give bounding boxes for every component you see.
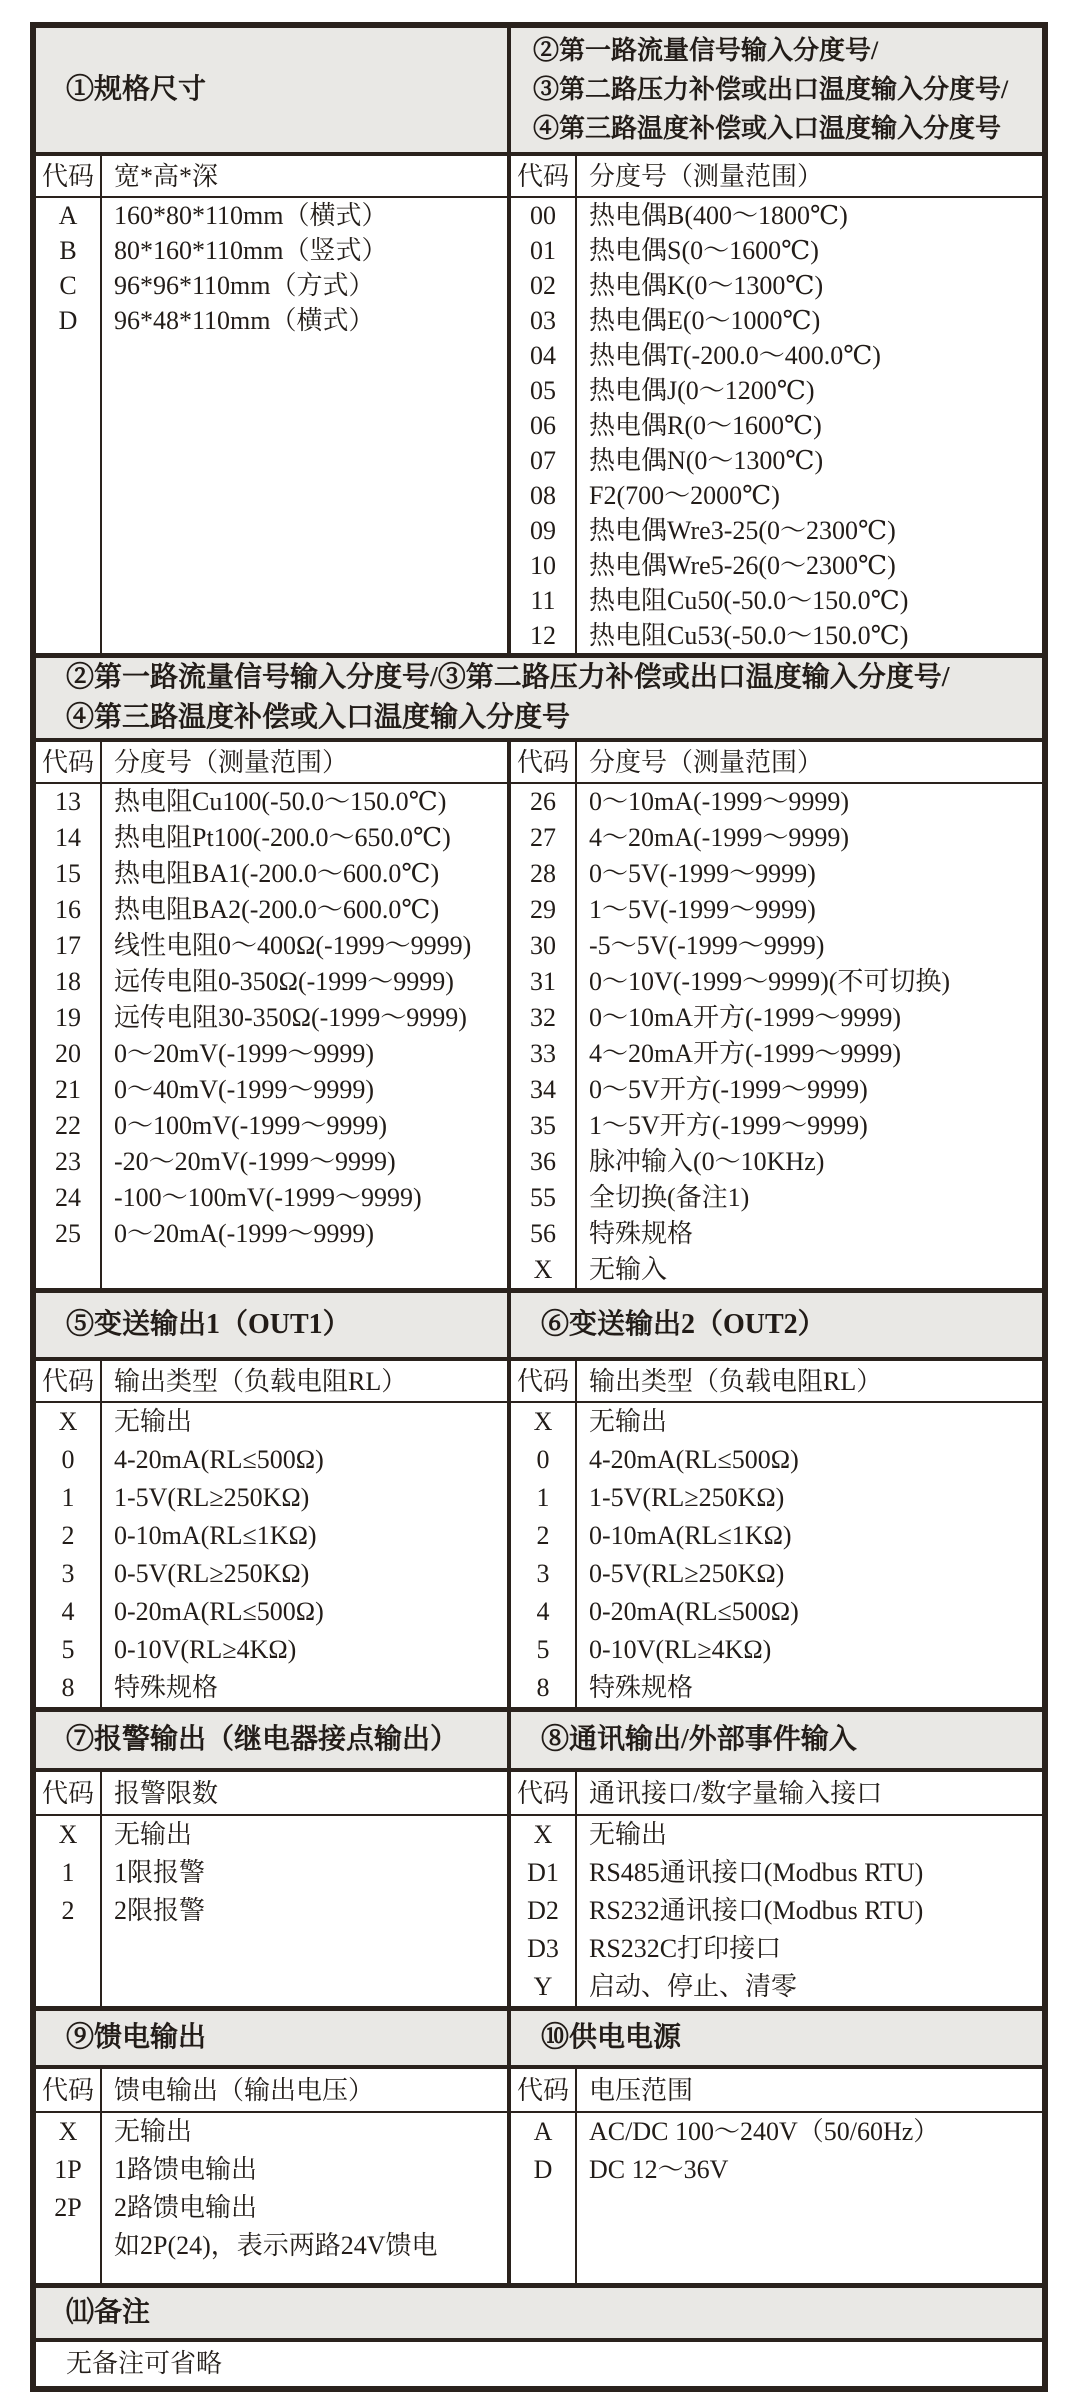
row-label: 热电阻Pt100(-200.0～650.0℃) <box>114 823 451 852</box>
row-label: 热电偶Wre3-25(0～2300℃) <box>589 516 896 545</box>
section5-header-row <box>36 2069 1042 2113</box>
row-code: X <box>533 1820 553 1849</box>
row-code: A <box>58 201 78 230</box>
row-code: X <box>58 1407 78 1436</box>
section-feed-and-power <box>36 2006 1042 2283</box>
row-code: 55 <box>530 1183 556 1212</box>
row-label: -5～5V(-1999～9999) <box>589 931 825 960</box>
code-column-header: 代码 <box>36 1361 102 1401</box>
row-label: 0～10mA(-1999～9999) <box>589 787 849 816</box>
row-code: 1 <box>536 1483 550 1512</box>
row-label: 热电阻BA1(-200.0～600.0℃) <box>114 859 440 888</box>
code-column-header: 代码 <box>36 1772 102 1814</box>
row-code: 27 <box>530 823 556 852</box>
comm-code-list <box>507 1816 1042 2006</box>
row-code: 13 <box>55 787 81 816</box>
row-code: 31 <box>530 967 556 996</box>
row-label: 热电偶B(400～1800℃) <box>589 201 848 230</box>
row-code: 26 <box>530 787 556 816</box>
input-code-list-b <box>36 784 507 1288</box>
row-code: 19 <box>55 1003 81 1032</box>
out1-title: ⑤变送输出1（OUT1） <box>36 1293 507 1357</box>
section3-header-row <box>36 1361 1042 1403</box>
row-code: 1 <box>61 1483 75 1512</box>
out2-title: ⑥变送输出2（OUT2） <box>507 1293 1042 1357</box>
size-column-header: 宽*高*深 <box>114 162 219 191</box>
row-label: RS485通讯接口(Modbus RTU) <box>589 1858 924 1887</box>
output-type-column-header: 输出类型（负载电阻RL） <box>114 1367 408 1396</box>
row-code: 03 <box>530 306 556 335</box>
row-label: 1-5V(RL≥250KΩ) <box>114 1483 310 1512</box>
section-remarks <box>36 2283 1042 2386</box>
row-code: 17 <box>55 931 81 960</box>
comm-interface-column-header: 通讯接口/数字量输入接口 <box>589 1779 883 1808</box>
row-code: D2 <box>527 1896 559 1925</box>
row-code: 3 <box>536 1559 550 1588</box>
row-label: 热电阻Cu53(-50.0～150.0℃) <box>589 621 909 650</box>
row-code: X <box>58 2117 78 2146</box>
row-label: 4～20mA开方(-1999～9999) <box>589 1039 901 1068</box>
row-code: 2P <box>54 2193 82 2222</box>
row-label: 远传电阻30-350Ω(-1999～9999) <box>114 1003 467 1032</box>
row-code: 22 <box>55 1111 81 1140</box>
row-code: 32 <box>530 1003 556 1032</box>
row-code: 1P <box>54 2155 82 2184</box>
row-label: 热电偶J(0～1200℃) <box>589 376 815 405</box>
row-code: 4 <box>536 1597 550 1626</box>
row-label: 特殊规格 <box>114 1673 219 1702</box>
section1-body <box>36 198 1042 653</box>
row-label: 0-20mA(RL≤500Ω) <box>114 1597 324 1626</box>
code-column-header: 代码 <box>511 1361 577 1401</box>
row-code: 2 <box>61 1896 75 1925</box>
row-label: 远传电阻0-350Ω(-1999～9999) <box>114 967 454 996</box>
row-label: 2路馈电输出 <box>114 2193 258 2222</box>
row-label: 热电偶K(0～1300℃) <box>589 271 824 300</box>
row-label: -20～20mV(-1999～9999) <box>114 1147 396 1176</box>
section-transmit-outputs <box>36 1288 1042 1707</box>
row-code: X <box>533 1255 553 1284</box>
row-code: 00 <box>530 201 556 230</box>
row-label: 4-20mA(RL≤500Ω) <box>589 1445 799 1474</box>
row-label: 0-5V(RL≥250KΩ) <box>589 1559 785 1588</box>
row-label: 全切换(备注1) <box>589 1183 750 1212</box>
row-label: 无输入 <box>589 1255 668 1284</box>
section3-title-band <box>36 1293 1042 1361</box>
graduation-column-header: 分度号（测量范围） <box>589 748 824 777</box>
input-title-line-1: ②第一路流量信号输入分度号/ <box>533 36 879 65</box>
row-label: 热电偶R(0～1600℃) <box>589 411 822 440</box>
row-label: 线性电阻0～400Ω(-1999～9999) <box>114 931 472 960</box>
row-label: 0-20mA(RL≤500Ω) <box>589 1597 799 1626</box>
row-label: 脉冲输入(0～10KHz) <box>589 1147 825 1176</box>
row-label: 1～5V(-1999～9999) <box>589 895 816 924</box>
row-code: 3 <box>61 1559 75 1588</box>
code-column-header: 代码 <box>36 742 102 782</box>
row-label: 热电阻BA2(-200.0～600.0℃) <box>114 895 440 924</box>
row-code: D3 <box>527 1934 559 1963</box>
comm-title: ⑧通讯输出/外部事件输入 <box>507 1712 1042 1768</box>
row-code: 11 <box>530 586 556 615</box>
row-label: 1～5V开方(-1999～9999) <box>589 1111 868 1140</box>
row-code: 0 <box>536 1445 550 1474</box>
section4-header-row <box>36 1772 1042 1816</box>
row-label: 热电阻Cu50(-50.0～150.0℃) <box>589 586 909 615</box>
row-code: 28 <box>530 859 556 888</box>
row-label: 80*160*110mm（竖式） <box>114 236 388 265</box>
row-code: B <box>59 236 77 265</box>
code-column-header: 代码 <box>511 156 577 196</box>
row-label: 1-5V(RL≥250KΩ) <box>589 1483 785 1512</box>
code-column-header: 代码 <box>511 1772 577 1814</box>
row-label: 0～5V(-1999～9999) <box>589 859 816 888</box>
row-label: 0-10V(RL≥4KΩ) <box>114 1635 297 1664</box>
out1-code-list <box>36 1403 507 1707</box>
alarm-title: ⑦报警输出（继电器接点输出） <box>36 1712 507 1768</box>
row-label: 160*80*110mm（横式） <box>114 201 388 230</box>
row-code: 10 <box>530 551 556 580</box>
row-label: 特殊规格 <box>589 1673 694 1702</box>
feed-code-list <box>36 2113 507 2283</box>
feed-output-title: ⑨馈电输出 <box>36 2011 507 2065</box>
out2-code-list <box>507 1403 1042 1707</box>
row-code: 15 <box>55 859 81 888</box>
row-label: 启动、停止、清零 <box>589 1972 798 2001</box>
row-label: 热电偶E(0～1000℃) <box>589 306 821 335</box>
row-label: 96*48*110mm（横式） <box>114 306 375 335</box>
row-code: 08 <box>530 481 556 510</box>
row-code <box>36 2227 100 2265</box>
row-label: 热电偶T(-200.0～400.0℃) <box>589 341 881 370</box>
row-code: 18 <box>55 967 81 996</box>
row-code: 29 <box>530 895 556 924</box>
row-label: 无输出 <box>589 1820 668 1849</box>
input-title-line-2: ③第二路压力补偿或出口温度输入分度号/ <box>533 75 1009 104</box>
row-code: 06 <box>530 411 556 440</box>
code-column-header: 代码 <box>511 742 577 782</box>
section2-title-line-2: ④第三路温度补偿或入口温度输入分度号 <box>66 702 571 733</box>
row-label: RS232C打印接口 <box>589 1934 782 1963</box>
row-code: 0 <box>61 1445 75 1474</box>
size-code-list <box>36 198 507 653</box>
feed-voltage-column-header: 馈电输出（输出电压） <box>114 2076 375 2105</box>
section1-right-title <box>507 28 1042 152</box>
section2-title-band <box>36 658 1042 742</box>
row-code: 21 <box>55 1075 81 1104</box>
voltage-range-column-header: 电压范围 <box>589 2076 694 2105</box>
graduation-column-header: 分度号（测量范围） <box>114 748 349 777</box>
row-label: 4-20mA(RL≤500Ω) <box>114 1445 324 1474</box>
row-code: 4 <box>61 1597 75 1626</box>
section4-body <box>36 1816 1042 2006</box>
row-code: D <box>533 2155 553 2184</box>
row-code: 35 <box>530 1111 556 1140</box>
row-code: 04 <box>530 341 556 370</box>
row-label: AC/DC 100～240V（50/60Hz） <box>589 2117 940 2146</box>
row-code: 30 <box>530 931 556 960</box>
code-column-header: 代码 <box>511 2069 577 2111</box>
row-label: 2限报警 <box>114 1896 206 1925</box>
input-title-line-3: ④第三路温度补偿或入口温度输入分度号 <box>533 114 1002 143</box>
row-code: 02 <box>530 271 556 300</box>
power-code-list <box>507 2113 1042 2283</box>
row-code: 2 <box>536 1521 550 1550</box>
row-code: 23 <box>55 1147 81 1176</box>
code-column-header: 代码 <box>36 2069 102 2111</box>
row-code: D <box>58 306 78 335</box>
row-code: X <box>533 1407 553 1436</box>
row-label: 0～10mA开方(-1999～9999) <box>589 1003 901 1032</box>
row-label: 特殊规格 <box>589 1219 694 1248</box>
row-code: 34 <box>530 1075 556 1104</box>
row-code: 2 <box>61 1521 75 1550</box>
code-column-header: 代码 <box>36 156 102 196</box>
row-label: 无输出 <box>114 1820 193 1849</box>
row-label: 0～20mV(-1999～9999) <box>114 1039 374 1068</box>
row-code: 33 <box>530 1039 556 1068</box>
row-code: 24 <box>55 1183 81 1212</box>
row-label: 0-10mA(RL≤1KΩ) <box>114 1521 317 1550</box>
row-code: 01 <box>530 236 556 265</box>
row-code: 8 <box>536 1673 550 1702</box>
section1-title-band <box>36 28 1042 156</box>
row-code: 16 <box>55 895 81 924</box>
row-code: 09 <box>530 516 556 545</box>
row-label: F2(700～2000℃) <box>589 481 780 510</box>
row-code: 5 <box>61 1635 75 1664</box>
row-label: 如2P(24)，表示两路24V馈电 <box>114 2231 438 2260</box>
section-input-continued <box>36 653 1042 1288</box>
section4-title-band <box>36 1712 1042 1772</box>
row-label: 热电偶N(0～1300℃) <box>589 446 824 475</box>
row-code: C <box>59 271 77 300</box>
alarm-limit-column-header: 报警限数 <box>114 1779 219 1808</box>
remarks-title: ⑾备注 <box>36 2288 1042 2342</box>
row-label: 4～20mA(-1999～9999) <box>589 823 849 852</box>
row-code: 05 <box>530 376 556 405</box>
graduation-column-header: 分度号（测量范围） <box>589 162 824 191</box>
row-label: 96*96*110mm（方式） <box>114 271 375 300</box>
power-supply-title: ⑩供电电源 <box>507 2011 1042 2065</box>
row-label: 无输出 <box>114 2117 193 2146</box>
row-label: 0～20mA(-1999～9999) <box>114 1219 374 1248</box>
section2-title-line-1: ②第一路流量信号输入分度号/③第二路压力补偿或出口温度输入分度号/ <box>66 662 950 693</box>
section5-body <box>36 2113 1042 2283</box>
row-code: Y <box>533 1972 553 2001</box>
section2-body <box>36 784 1042 1288</box>
output-type-column-header: 输出类型（负载电阻RL） <box>589 1367 883 1396</box>
row-code: 56 <box>530 1219 556 1248</box>
row-code: 20 <box>55 1039 81 1068</box>
row-label: 0-5V(RL≥250KΩ) <box>114 1559 310 1588</box>
input-code-list-c <box>507 784 1042 1288</box>
row-label: RS232通讯接口(Modbus RTU) <box>589 1896 924 1925</box>
row-code: D1 <box>527 1858 559 1887</box>
row-code: A <box>533 2117 553 2146</box>
row-label: 1路馈电输出 <box>114 2155 258 2184</box>
section3-body <box>36 1403 1042 1707</box>
row-code: 1 <box>61 1858 75 1887</box>
row-code: 5 <box>536 1635 550 1664</box>
section5-title-band <box>36 2011 1042 2069</box>
section-size-and-input <box>36 28 1042 653</box>
ordering-code-table <box>30 22 1048 2392</box>
row-code: X <box>58 1820 78 1849</box>
row-label: 0～100mV(-1999～9999) <box>114 1111 387 1140</box>
row-label: 0～10V(-1999～9999)(不可切换) <box>589 967 951 996</box>
row-code: 07 <box>530 446 556 475</box>
row-label: 热电阻Cu100(-50.0～150.0℃) <box>114 787 447 816</box>
section2-header-row <box>36 742 1042 784</box>
input-code-list-a <box>507 198 1042 653</box>
row-label: DC 12～36V <box>589 2155 729 2184</box>
row-code: 12 <box>530 621 556 650</box>
row-label: 0～5V开方(-1999～9999) <box>589 1075 868 1104</box>
row-label: 无输出 <box>114 1407 193 1436</box>
remarks-note: 无备注可省略 <box>66 2349 223 2378</box>
row-code: 14 <box>55 823 81 852</box>
row-label: 无输出 <box>589 1407 668 1436</box>
row-label: 0～40mV(-1999～9999) <box>114 1075 374 1104</box>
row-code: 8 <box>61 1673 75 1702</box>
row-code: 36 <box>530 1147 556 1176</box>
row-label: 1限报警 <box>114 1858 206 1887</box>
row-code: 25 <box>55 1219 81 1248</box>
section1-header-row <box>36 156 1042 198</box>
section1-left-title: ①规格尺寸 <box>36 28 507 152</box>
section-alarm-and-comm <box>36 1707 1042 2006</box>
row-label: 热电偶Wre5-26(0～2300℃) <box>589 551 896 580</box>
row-label: 0-10V(RL≥4KΩ) <box>589 1635 772 1664</box>
row-label: 热电偶S(0～1600℃) <box>589 236 819 265</box>
row-label: 0-10mA(RL≤1KΩ) <box>589 1521 792 1550</box>
row-label: -100～100mV(-1999～9999) <box>114 1183 422 1212</box>
alarm-code-list <box>36 1816 507 2006</box>
